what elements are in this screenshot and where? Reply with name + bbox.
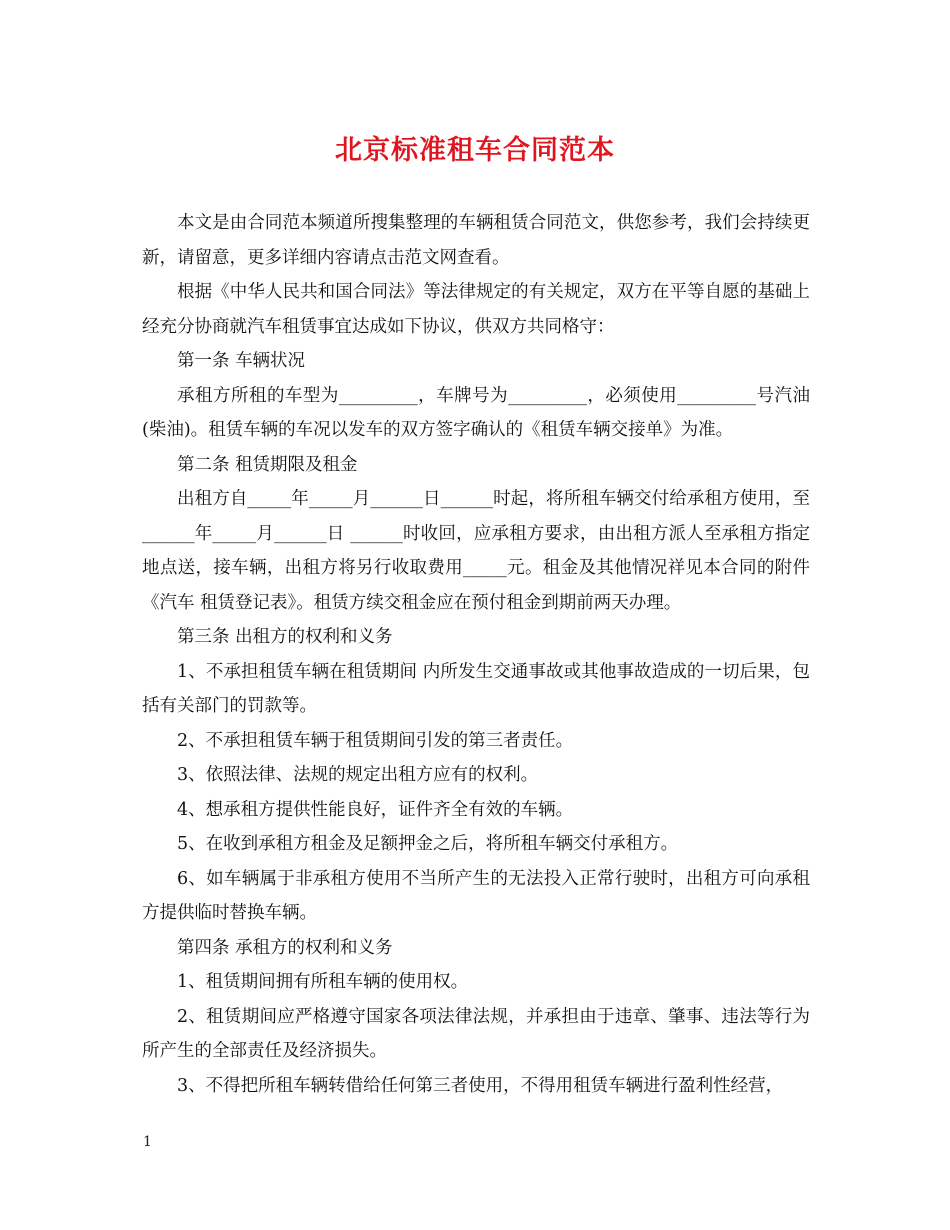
page-number: 1 [143,1134,152,1150]
article-1-heading: 第一条 车辆状况 [177,351,306,371]
article-1-body: 承租方所租的车型为_________，车牌号为_________，必须使用_________号汽油(柴油)。租赁车辆的车况以发车的双方签字确认的《租赁车辆交接单》为准。 [142,385,810,440]
article-3-item-6: 6、如车辆属于非承租方使用不当所产生的无法投入正常行驶时，出租方可向承租方提供临时替换车辆。 [142,868,810,923]
article-3-item-4: 4、想承租方提供性能良好，证件齐全有效的车辆。 [177,799,574,820]
article-2-body: 出租方自_____年_____月______日______时起，将所租车辆交付给承租方使用，至______年_____月______日 ______时收回，应承租方要求，由出租方派人至承租方指定地点送，接车辆，出租方将另行收取费用_____元。租金及其他情况祥见本合同的附件《汽车 租赁登记表》。租赁方续交租金应在预付租金到期前两天办理。 [142,489,810,613]
page-title: 北京标准租车合同范本 [335,135,615,166]
intro-paragraph: 本文是由合同范本频道所搜集整理的车辆租赁合同范文，供您参考，我们会持续更新，请留意，更多详细内容请点击范文网查看。 [142,213,810,268]
article-3-item-5: 5、在收到承租方租金及足额押金之后，将所租车辆交付承租方。 [177,834,679,854]
article-4-heading: 第四条 承租方的权利和义务 [177,937,393,958]
article-3-heading: 第三条 出租方的权利和义务 [177,627,393,647]
preamble-paragraph: 根据《中华人民共和国合同法》等法律规定的有关规定，双方在平等自愿的基础上经充分协商就汽车租赁事宜达成如下协议，供双方共同格守： [142,282,810,337]
article-3-item-1: 1、不承担租赁车辆在租赁期间 内所发生交通事故或其他事故造成的一切后果，包括有关部门的罚款等。 [142,661,810,716]
article-3-item-2: 2、不承担租赁车辆于租赁期间引发的第三者责任。 [177,730,574,751]
article-4-item-1: 1、租赁期间拥有所租车辆的使用权。 [177,972,469,992]
document-body [142,206,810,1103]
article-3-item-3: 3、依照法律、法规的规定出租方应有的权利。 [177,765,539,785]
article-4-item-2: 2、租赁期间应严格遵守国家各项法律法规，并承担由于违章、肇事、违法等行为所产生的全部责任及经济损失。 [142,1006,810,1061]
article-2-heading: 第二条 租赁期限及租金 [177,454,358,475]
article-4-item-3: 3、不得把所租车辆转借给任何第三者使用，不得用租赁车辆进行盈利性经营， [177,1075,784,1096]
